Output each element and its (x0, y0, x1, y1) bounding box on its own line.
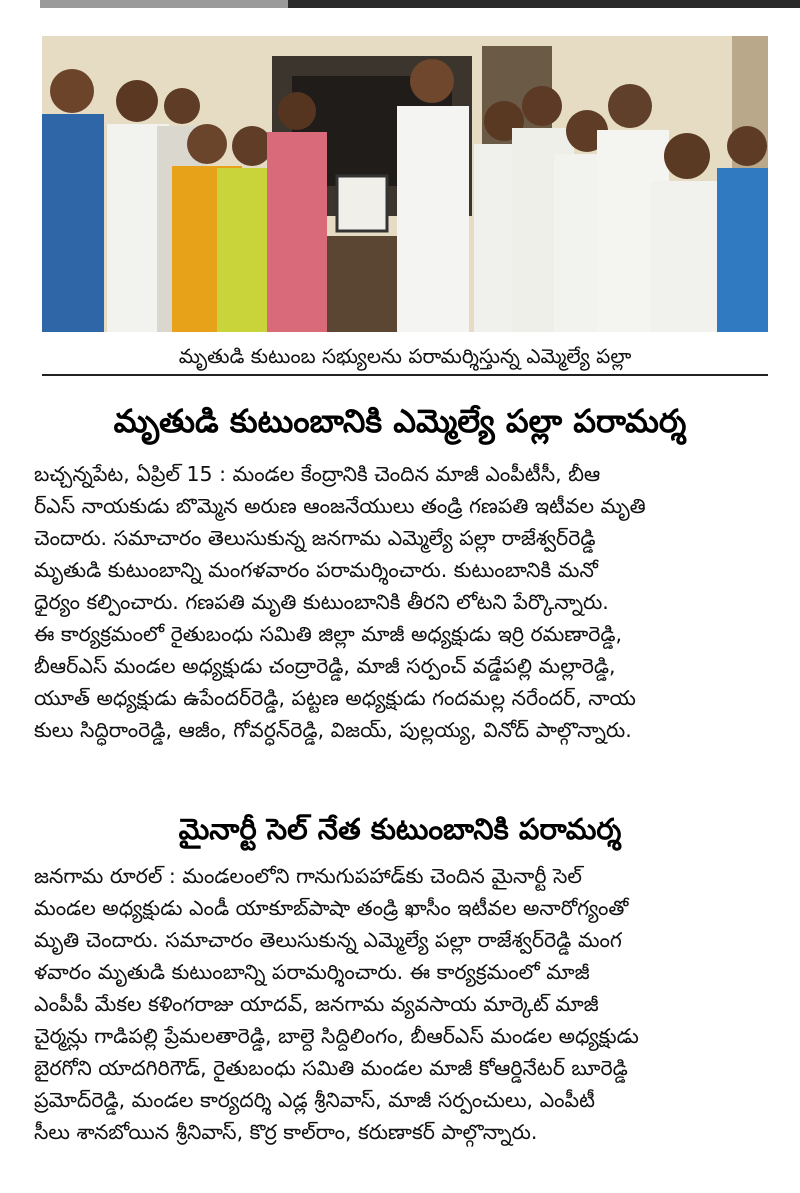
body-line: మండల అధ్యక్షుడు ఎండీ యాకూబ్‌పాషా తండ్రి ఖాసీం ఇటీవల అనారోగ్యంతో (34, 896, 629, 920)
body-line: జనగామ రూరల్ : మండలంలోని గానుగుపహాడ్‌కు చెందిన మైనార్టీ సెల్ (34, 864, 582, 888)
top-rule-left (40, 0, 288, 8)
top-rule-right (288, 0, 800, 8)
body-line: చైర్మన్లు గాడిపల్లి ప్రేమలతారెడ్డి, బాల్దె సిద్దిలింగం, బీఆర్ఎస్ మండల అధ్యక్షుడు (34, 1024, 639, 1048)
group-photo-illustration (42, 36, 768, 332)
body-line: చెందారు. సమాచారం తెలుసుకున్న జనగామ ఎమ్మెల్యే పల్లా రాజేశ్వర్‌రెడ్డి (34, 526, 596, 550)
body-line: మృతుడి కుటుంబాన్ని మంగళవారం పరామర్శించారు. కుటుంబానికి మనో (34, 558, 598, 582)
body-line: సీలు శానబోయిన శ్రీనివాస్, కొర్ర కాల్‌రాం, కరుణాకర్ పాల్గొన్నారు. (34, 1120, 538, 1144)
body-line: మృతి చెందారు. సమాచారం తెలుసుకున్న ఎమ్మెల్యే పల్లా రాజేశ్వర్‌రెడ్డి మంగ (34, 928, 622, 952)
story-headline: మృతుడి కుటుంబానికి ఎమ్మెల్యే పల్లా పరామర్శ (113, 402, 687, 440)
body-line: ళవారం మృతుడి కుటుంబాన్ని పరామర్శించారు. ఈ కార్యక్రమంలో మాజీ (34, 960, 590, 984)
story2-headline: మైనార్టీ సెల్ నేత కుటుంబానికి పరామర్శ (178, 812, 622, 846)
body-line: ధైర్యం కల్పించారు. గణపతి మృతి కుటుంబానికి తీరని లోటని పేర్కొన్నారు. (34, 590, 609, 614)
news-photo (42, 36, 768, 332)
story2-body (34, 860, 774, 1148)
top-rule (0, 0, 800, 10)
story-body (34, 458, 774, 746)
body-line: బచ్చన్నపేట, ఏప్రిల్ 15 : మండల కేంద్రానికి చెందిన మాజీ ఎంపీటీసీ, బీఆ (34, 462, 601, 486)
body-line: ఎంపీపీ మేకల కళింగరాజు యాదవ్, జనగామ వ్యవసాయ మార్కెట్ మాజీ (34, 992, 599, 1016)
body-line: ర్ఎస్ నాయకుడు బొమ్మెన అరుణ ఆంజనేయులు తండ్రి గణపతి ఇటీవల మృతి (34, 494, 646, 518)
body-line: బైరగోని యాదగిరిగౌడ్, రైతుబంధు సమితి మండల మాజీ కోఆర్డినేటర్ బూరెడ్డి (34, 1056, 628, 1080)
body-line: యూత్ అధ్యక్షుడు ఉపేందర్‌రెడ్డి, పట్టణ అధ్యక్షుడు గందమల్ల నరేందర్, నాయ (34, 686, 636, 710)
body-line: ప్రమోద్‌రెడ్డి, మండల కార్యదర్శి ఎడ్ల శ్రీనివాస్, మాజీ సర్పంచులు, ఎంపీటీ (34, 1088, 595, 1112)
body-line: కులు సిద్ధిరాంరెడ్డి, ఆజీం, గోవర్ధన్‌రెడ్డి, విజయ్, పుల్లయ్య, వినోద్ పాల్గొన్నారు. (34, 718, 632, 742)
photo-caption: మృతుడి కుటుంబ సభ్యులను పరామర్శిస్తున్న ఎమ్మెల్యే పల్లా (42, 338, 768, 376)
body-line: ఈ కార్యక్రమంలో రైతుబంధు సమితి జిల్లా మాజీ అధ్యక్షుడు ఇర్రి రమణారెడ్డి, (34, 622, 623, 646)
body-line: బీఆర్ఎస్ మండల అధ్యక్షుడు చంద్రారెడ్డి, మాజీ సర్పంచ్ వడ్డేపల్లి మల్లారెడ్డి, (34, 654, 616, 678)
